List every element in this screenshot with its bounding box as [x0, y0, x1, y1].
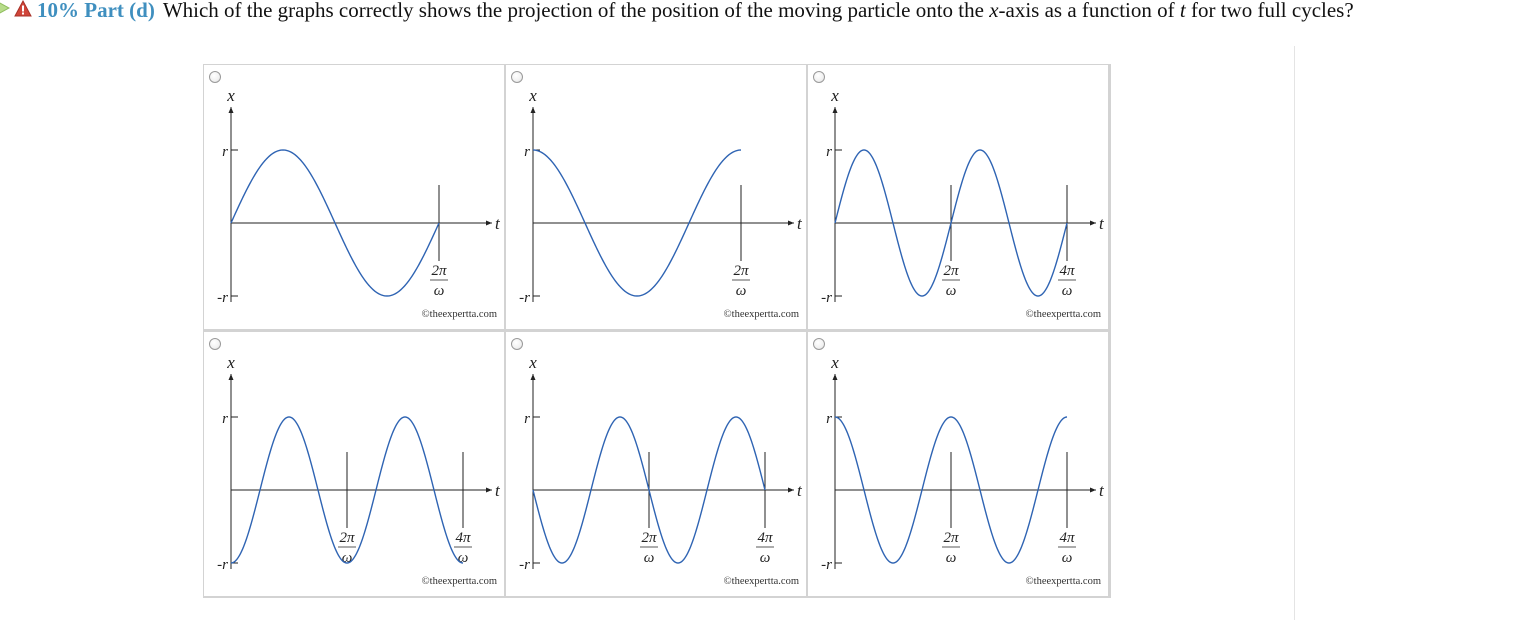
- part-label: 10% Part (d): [37, 0, 155, 22]
- vertical-axis-arrow: [833, 107, 838, 113]
- t-axis-label: t: [495, 214, 500, 233]
- r-label: r: [524, 411, 530, 427]
- t-axis-label: t: [1099, 214, 1104, 233]
- tick-label-numerator: 2π: [943, 530, 959, 546]
- horizontal-axis-arrow: [486, 221, 492, 226]
- question-body: Which of the graphs correctly shows the projection of the position of the moving particle onto the x-axis as a function of t for two full cycles?: [162, 0, 1354, 22]
- t-axis-label: t: [797, 214, 802, 233]
- r-label: r: [826, 144, 832, 160]
- tick-label-numerator: 4π: [1059, 530, 1075, 546]
- tick-label-denominator: ω: [735, 283, 747, 299]
- option-2-graph: [506, 65, 806, 329]
- option-1[interactable]: [204, 65, 504, 329]
- option-3[interactable]: [808, 65, 1108, 329]
- tick-label-numerator: 4π: [455, 530, 471, 546]
- option-5[interactable]: [506, 332, 806, 596]
- tick-label-denominator: ω: [457, 550, 469, 566]
- option-4-graph: [204, 332, 504, 596]
- tick-label-numerator: 2π: [431, 263, 447, 279]
- copyright-text: ©theexpertta.com: [723, 309, 799, 320]
- tick-label-numerator: 4π: [757, 530, 773, 546]
- t-axis-label: t: [1099, 481, 1104, 500]
- tick-label-denominator: ω: [643, 550, 655, 566]
- tick-label-numerator: 2π: [733, 263, 749, 279]
- neg-r-label: -r: [217, 557, 228, 573]
- vertical-axis-arrow: [229, 374, 234, 380]
- tick-label-numerator: 4π: [1059, 263, 1075, 279]
- vertical-axis-arrow: [833, 374, 838, 380]
- tick-label-denominator: ω: [945, 550, 957, 566]
- option-3-graph: [808, 65, 1108, 329]
- r-label: r: [826, 411, 832, 427]
- tick-label-denominator: ω: [433, 283, 445, 299]
- warning-icon: [14, 0, 32, 17]
- tick-label-denominator: ω: [341, 550, 353, 566]
- x-axis-label: x: [529, 353, 537, 372]
- x-axis-label: x: [831, 86, 839, 105]
- tick-label-denominator: ω: [1061, 283, 1073, 299]
- tick-label-numerator: 2π: [943, 263, 959, 279]
- horizontal-axis-arrow: [1090, 221, 1096, 226]
- x-axis-label: x: [227, 86, 235, 105]
- panel-divider: [1294, 46, 1295, 620]
- question-text: [0, 0, 1506, 23]
- copyright-text: ©theexpertta.com: [421, 309, 497, 320]
- tick-label-denominator: ω: [1061, 550, 1073, 566]
- copyright-text: ©theexpertta.com: [1025, 309, 1101, 320]
- horizontal-axis-arrow: [486, 488, 492, 493]
- answer-options-grid: [203, 64, 1111, 598]
- tick-label-numerator: 2π: [339, 530, 355, 546]
- vertical-axis-arrow: [531, 374, 536, 380]
- neg-r-label: -r: [821, 290, 832, 306]
- tick-label-denominator: ω: [759, 550, 771, 566]
- option-6-graph: [808, 332, 1108, 596]
- horizontal-axis-arrow: [788, 488, 794, 493]
- t-axis-label: t: [797, 481, 802, 500]
- play-arrow-icon[interactable]: [0, 1, 10, 15]
- copyright-text: ©theexpertta.com: [421, 576, 497, 587]
- vertical-axis-arrow: [531, 107, 536, 113]
- x-axis-label: x: [831, 353, 839, 372]
- x-axis-label: x: [529, 86, 537, 105]
- option-4[interactable]: [204, 332, 504, 596]
- neg-r-label: -r: [519, 557, 530, 573]
- tick-label-numerator: 2π: [641, 530, 657, 546]
- option-1-graph: [204, 65, 504, 329]
- tick-label-denominator: ω: [945, 283, 957, 299]
- vertical-axis-arrow: [229, 107, 234, 113]
- t-axis-label: t: [495, 481, 500, 500]
- copyright-text: ©theexpertta.com: [723, 576, 799, 587]
- horizontal-axis-arrow: [788, 221, 794, 226]
- neg-r-label: -r: [821, 557, 832, 573]
- x-axis-label: x: [227, 353, 235, 372]
- copyright-text: ©theexpertta.com: [1025, 576, 1101, 587]
- r-label: r: [524, 144, 530, 160]
- neg-r-label: -r: [217, 290, 228, 306]
- r-label: r: [222, 411, 228, 427]
- horizontal-axis-arrow: [1090, 488, 1096, 493]
- option-6[interactable]: [808, 332, 1108, 596]
- option-2[interactable]: [506, 65, 806, 329]
- option-5-graph: [506, 332, 806, 596]
- r-label: r: [222, 144, 228, 160]
- neg-r-label: -r: [519, 290, 530, 306]
